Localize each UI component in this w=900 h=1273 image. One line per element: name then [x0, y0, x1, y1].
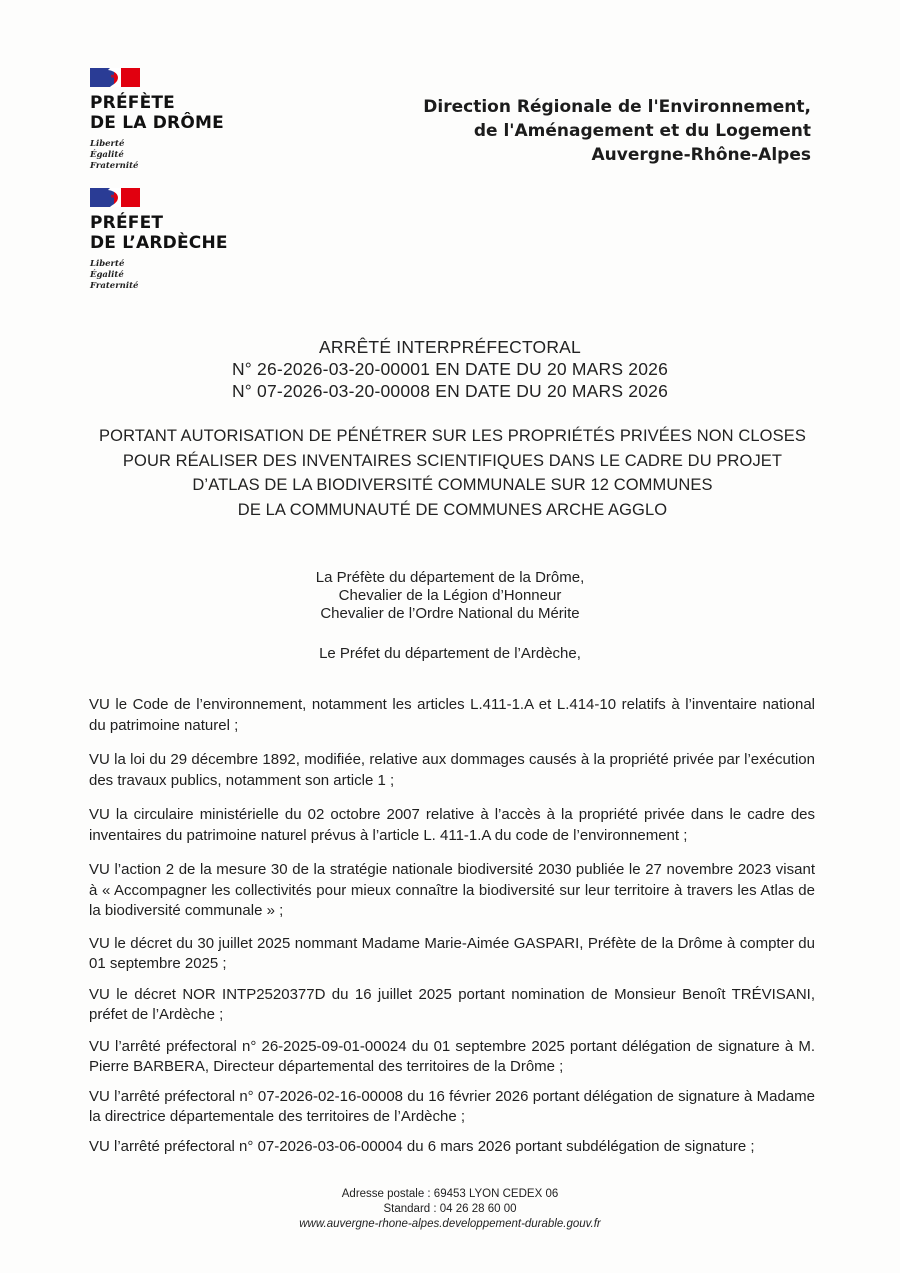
- considerant-paragraph: VU l’arrêté préfectoral n° 07-2026-02-16-00008 du 16 février 2026 portant délégation de signature à Madame la directrice départementale des territoires de l’Ardèche ;: [89, 1087, 815, 1125]
- considerants-list: [89, 695, 815, 1157]
- motto-fraternite: Fraternité: [90, 281, 139, 291]
- considerant-paragraph: VU le décret du 30 juillet 2025 nommant Madame Marie-Aimée GASPARI, Préfète de la Drôme à compter du 01 septembre 2025 ;: [89, 934, 815, 972]
- prefect-title-line1: PRÉFÈTE: [90, 93, 175, 113]
- page-footer: [0, 1187, 900, 1232]
- considerant-paragraph: VU la circulaire ministérielle du 02 octobre 2007 relative à l’accès à la propriété privée dans le cadre des inventaires du patrimoine naturel prévus à l’article L. 411-1.A du code de l’environnement ;: [89, 806, 815, 844]
- document-title: [0, 336, 900, 402]
- considerant-paragraph: VU l’action 2 de la mesure 30 de la stratégie nationale biodiversité 2030 publiée le 27 novembre 2023 visant à « Accompagner les collectivités pour mieux connaître la biodiversité sur leur territoire à travers les Atlas de la biodiversité communale » ;: [89, 861, 815, 919]
- object-line: DE LA COMMUNAUTÉ DE COMMUNES ARCHE AGGLO: [237, 500, 668, 519]
- dreal-line: de l'Aménagement et du Logement: [473, 121, 811, 141]
- marianne-flag-icon: [90, 68, 140, 87]
- logo-prefet-ardeche: [90, 188, 228, 292]
- authority-line: Le Préfet du département de l’Ardèche,: [319, 645, 581, 662]
- motto-egalite: Égalité: [90, 270, 124, 280]
- authority-line: Chevalier de l’Ordre National du Mérite: [320, 605, 580, 622]
- motto-fraternite: Fraternité: [90, 161, 139, 171]
- considerant-paragraph: VU la loi du 29 décembre 1892, modifiée, relative aux dommages causés à la propriété privée par l’exécution des travaux publics, notamment son article 1 ;: [89, 751, 815, 789]
- motto-liberte: Liberté: [90, 259, 125, 269]
- document-object: [0, 424, 900, 522]
- considerant-paragraph: VU le décret NOR INTP2520377D du 16 juillet 2025 portant nomination de Monsieur Benoît TRÉVISANI, préfet de l’Ardèche ;: [89, 985, 815, 1023]
- motto-egalite: Égalité: [90, 150, 124, 160]
- title-number-ardeche: N° 07-2026-03-20-00008 EN DATE DU 20 MARS 2026: [231, 381, 669, 401]
- marianne-flag-icon: [90, 188, 140, 207]
- object-line: D’ATLAS DE LA BIODIVERSITÉ COMMUNALE SUR 12 COMMUNES: [192, 476, 713, 494]
- considerant-paragraph: VU l’arrêté préfectoral n° 26-2025-09-01-00024 du 01 septembre 2025 portant délégation de signature à M. Pierre BARBERA, Directeur départemental des territoires de la Drôme ;: [89, 1037, 815, 1075]
- dreal-line: Direction Régionale de l'Environnement,: [423, 97, 811, 117]
- logo-prefete-drome: [90, 68, 224, 172]
- considerant-paragraph: VU l’arrêté préfectoral n° 07-2026-03-06-00004 du 6 mars 2026 portant subdélégation de signature ;: [89, 1137, 755, 1155]
- title-type: ARRÊTÉ INTERPRÉFECTORAL: [319, 337, 581, 357]
- authority-line: Chevalier de la Légion d’Honneur: [338, 587, 562, 604]
- authority-block: [0, 569, 900, 663]
- footer-address: Adresse postale : 69453 LYON CEDEX 06: [341, 1188, 559, 1200]
- authority-line: La Préfète du département de la Drôme,: [315, 569, 585, 586]
- motto-liberte: Liberté: [90, 139, 125, 149]
- prefect-title-line2: DE LA DRÔME: [90, 113, 224, 133]
- object-line: PORTANT AUTORISATION DE PÉNÉTRER SUR LES PROPRIÉTÉS PRIVÉES NON CLOSES: [99, 427, 806, 445]
- title-number-drome: N° 26-2026-03-20-00001 EN DATE DU 20 MARS 2026: [231, 359, 669, 379]
- issuing-authority: [423, 95, 811, 167]
- prefect-title-line1: PRÉFET: [90, 213, 164, 233]
- footer-phone: Standard : 04 26 28 60 00: [383, 1203, 517, 1215]
- footer-website-link[interactable]: www.auvergne-rhone-alpes.developpement-durable.gouv.fr: [299, 1218, 601, 1230]
- dreal-line: Auvergne-Rhône-Alpes: [591, 145, 811, 165]
- prefect-title-line2: DE L’ARDÈCHE: [90, 233, 228, 253]
- considerant-paragraph: VU le Code de l’environnement, notamment les articles L.411-1.A et L.414-10 relatifs à l’inventaire national du patrimoine naturel ;: [89, 696, 815, 734]
- object-line: POUR RÉALISER DES INVENTAIRES SCIENTIFIQUES DANS LE CADRE DU PROJET: [122, 451, 783, 470]
